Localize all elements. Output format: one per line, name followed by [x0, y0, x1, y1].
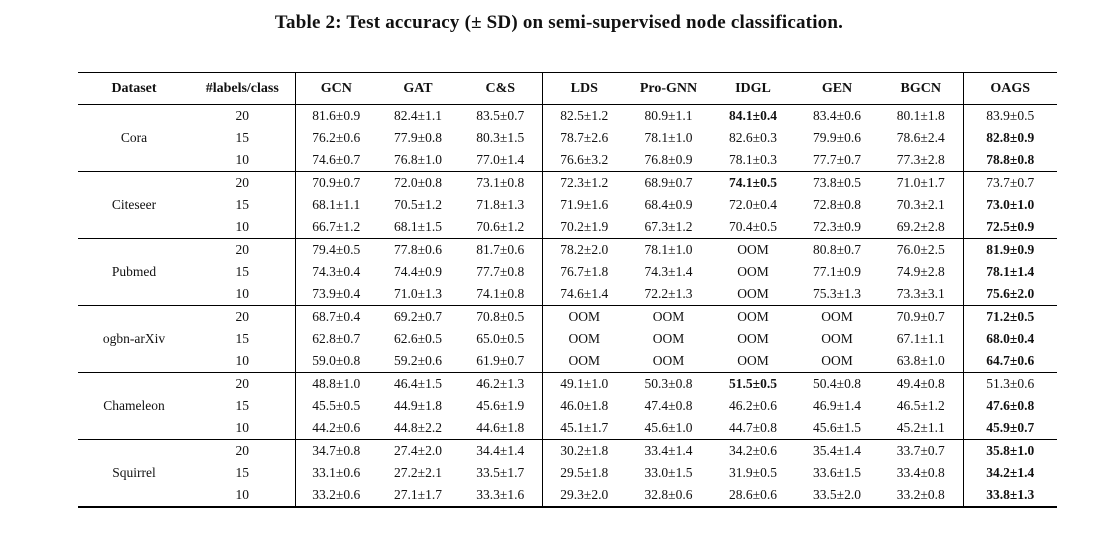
value-cell: 77.0±1.4	[476, 152, 525, 167]
labels-per-class-cell: 15	[235, 197, 249, 212]
value-cell-best: 35.8±1.0	[963, 440, 1057, 463]
value-cell: OOM	[652, 353, 685, 368]
dataset-cell	[78, 440, 190, 463]
value-cell: 46.2±1.3	[459, 373, 542, 396]
value-cell: 44.9±1.8	[394, 398, 442, 413]
value-cell: 75.3±1.3	[813, 286, 861, 301]
value-cell-best: 51.5±0.5	[711, 373, 795, 396]
value-cell: 28.6±0.6	[711, 484, 795, 507]
value-cell-best: 47.6±0.8	[963, 395, 1057, 417]
column-header-bgcn: BGCN	[879, 73, 963, 105]
value-cell: 82.5±1.2	[542, 105, 626, 128]
value-cell: 78.1±0.3	[729, 152, 777, 167]
value-cell: 71.0±1.3	[394, 286, 442, 301]
value-cell: 59.0±0.8	[295, 350, 377, 373]
value-cell: 74.4±0.9	[394, 264, 442, 279]
table-row	[78, 306, 1057, 329]
table-row	[78, 350, 1057, 373]
value-cell: 46.4±1.5	[377, 373, 459, 396]
value-cell: 80.8±0.7	[795, 239, 879, 262]
value-cell: 76.8±1.0	[394, 152, 442, 167]
value-cell: 44.7±0.8	[729, 420, 777, 435]
table-row	[78, 194, 1057, 216]
table-row	[78, 417, 1057, 440]
value-cell: OOM	[626, 306, 711, 329]
value-cell: 70.3±2.1	[896, 197, 945, 212]
value-cell: 35.4±1.4	[795, 440, 879, 463]
value-cell-best: 68.0±0.4	[963, 328, 1057, 350]
value-cell-best: 33.8±1.3	[963, 484, 1057, 507]
dataset-cell: ogbn-arXiv	[102, 331, 166, 346]
labels-per-class-cell: 15	[235, 331, 249, 346]
table-row	[78, 484, 1057, 507]
value-cell: OOM	[821, 353, 853, 368]
table-row	[78, 261, 1057, 283]
value-cell-best: 75.6±2.0	[963, 283, 1057, 306]
table-row	[78, 373, 1057, 396]
table-row	[78, 149, 1057, 172]
dataset-cell	[78, 350, 190, 373]
dataset-cell	[78, 149, 190, 172]
value-cell: 77.3±2.8	[896, 152, 945, 167]
value-cell: 63.8±1.0	[896, 353, 945, 368]
value-cell: 77.8±0.6	[377, 239, 459, 262]
labels-per-class-cell: 20	[190, 306, 295, 329]
value-cell: 49.4±0.8	[879, 373, 963, 396]
labels-per-class-cell: 10	[235, 152, 249, 167]
value-cell: 77.7±0.8	[476, 264, 525, 279]
dataset-cell: Citeseer	[111, 197, 157, 212]
value-cell: 76.0±2.5	[879, 239, 963, 262]
value-cell: 70.4±0.5	[729, 219, 777, 234]
table-row	[78, 462, 1057, 484]
value-cell: 44.2±0.6	[295, 417, 377, 440]
value-cell: 72.3±1.2	[542, 172, 626, 195]
column-header-gen: GEN	[795, 73, 879, 105]
column-header-idgl: IDGL	[711, 73, 795, 105]
value-cell: 83.9±0.5	[963, 105, 1057, 128]
value-cell: OOM	[737, 286, 769, 301]
value-cell: 45.6±1.0	[644, 420, 693, 435]
value-cell: 27.4±2.0	[377, 440, 459, 463]
value-cell: 72.0±0.8	[377, 172, 459, 195]
value-cell: OOM	[542, 328, 626, 350]
value-cell: 33.6±1.5	[813, 465, 861, 480]
value-cell: 77.1±0.9	[813, 264, 861, 279]
dataset-cell	[78, 216, 190, 239]
value-cell: 81.7±0.6	[459, 239, 542, 262]
value-cell: 74.1±0.8	[476, 286, 525, 301]
value-cell: 33.3±1.6	[459, 484, 542, 507]
value-cell: 46.5±1.2	[896, 398, 945, 413]
value-cell: 80.9±1.1	[626, 105, 711, 128]
column-header-gat: GAT	[377, 73, 459, 105]
value-cell: 62.8±0.7	[295, 328, 377, 350]
column-header-lds: LDS	[542, 73, 626, 105]
value-cell: 70.2±1.9	[542, 216, 626, 239]
value-cell: 71.9±1.6	[542, 194, 626, 216]
value-cell: 78.6±2.4	[896, 130, 945, 145]
column-header-gcn: GCN	[295, 73, 377, 105]
value-cell: 29.3±2.0	[542, 484, 626, 507]
value-cell: 82.6±0.3	[729, 130, 777, 145]
value-cell: 78.2±2.0	[542, 239, 626, 262]
value-cell: 74.3±0.4	[295, 261, 377, 283]
table-row	[78, 328, 1057, 350]
table-row	[78, 127, 1057, 149]
value-cell: OOM	[737, 331, 769, 346]
value-cell: 45.6±1.9	[476, 398, 525, 413]
value-cell: 72.2±1.3	[644, 286, 693, 301]
dataset-cell	[78, 306, 190, 329]
value-cell: 33.4±1.4	[626, 440, 711, 463]
value-cell: 73.1±0.8	[459, 172, 542, 195]
value-cell: 67.1±1.1	[896, 331, 945, 346]
value-cell: OOM	[542, 306, 626, 329]
value-cell: 45.2±1.1	[896, 420, 945, 435]
table-row	[78, 239, 1057, 262]
value-cell: 74.9±2.8	[896, 264, 945, 279]
value-cell: 33.0±1.5	[644, 465, 693, 480]
value-cell: 73.3±3.1	[896, 286, 945, 301]
value-cell: 77.9±0.8	[394, 130, 442, 145]
value-cell: 50.4±0.8	[795, 373, 879, 396]
value-cell: 76.2±0.6	[295, 127, 377, 149]
value-cell-best: 74.1±0.5	[711, 172, 795, 195]
value-cell: 79.4±0.5	[295, 239, 377, 262]
value-cell: 74.6±0.7	[295, 149, 377, 172]
value-cell-best: 72.5±0.9	[963, 216, 1057, 239]
value-cell: 83.4±0.6	[795, 105, 879, 128]
value-cell-best: 64.7±0.6	[963, 350, 1057, 373]
value-cell: 27.1±1.7	[377, 484, 459, 507]
value-cell: 76.8±0.9	[644, 152, 693, 167]
value-cell: 48.8±1.0	[295, 373, 377, 396]
value-cell-best: 84.1±0.4	[711, 105, 795, 128]
table-row	[78, 283, 1057, 306]
column-header-labels-class: #labels/class	[190, 73, 295, 105]
value-cell: 31.9±0.5	[729, 465, 777, 480]
value-cell: 46.2±0.6	[729, 398, 777, 413]
column-header-c-s: C&S	[459, 73, 542, 105]
value-cell: 44.6±1.8	[476, 420, 525, 435]
value-cell: 66.7±1.2	[295, 216, 377, 239]
value-cell: 49.1±1.0	[542, 373, 626, 396]
dataset-cell	[78, 283, 190, 306]
value-cell: 33.1±0.6	[295, 462, 377, 484]
value-cell: 50.3±0.8	[626, 373, 711, 396]
column-header-dataset: Dataset	[78, 73, 190, 105]
table-row	[78, 440, 1057, 463]
table-row	[78, 172, 1057, 195]
table-row	[78, 105, 1057, 128]
value-cell: OOM	[795, 306, 879, 329]
value-cell: 78.1±1.0	[626, 239, 711, 262]
labels-per-class-cell: 15	[235, 130, 249, 145]
dataset-cell	[78, 484, 190, 507]
labels-per-class-cell: 20	[190, 440, 295, 463]
value-cell: OOM	[542, 350, 626, 373]
value-cell: 70.9±0.7	[879, 306, 963, 329]
dataset-cell	[78, 105, 190, 128]
value-cell: 61.9±0.7	[476, 353, 525, 368]
value-cell: 27.2±2.1	[394, 465, 442, 480]
labels-per-class-cell: 10	[235, 420, 249, 435]
value-cell-best: 71.2±0.5	[963, 306, 1057, 329]
value-cell: 67.3±1.2	[644, 219, 693, 234]
value-cell: 82.4±1.1	[377, 105, 459, 128]
value-cell: 30.2±1.8	[542, 440, 626, 463]
value-cell: OOM	[821, 331, 853, 346]
labels-per-class-cell: 10	[235, 219, 249, 234]
value-cell: 68.1±1.1	[295, 194, 377, 216]
labels-per-class-cell: 20	[190, 373, 295, 396]
value-cell: 76.6±3.2	[542, 149, 626, 172]
table-caption: Table 2: Test accuracy (± SD) on semi-supervised node classification.	[274, 12, 844, 33]
value-cell: OOM	[737, 264, 769, 279]
value-cell: 34.4±1.4	[459, 440, 542, 463]
value-cell: 68.1±1.5	[394, 219, 442, 234]
value-cell: 46.9±1.4	[813, 398, 861, 413]
value-cell-best: 78.1±1.4	[963, 261, 1057, 283]
labels-per-class-cell: 15	[235, 465, 249, 480]
results-table	[78, 72, 1057, 508]
value-cell: 33.7±0.7	[879, 440, 963, 463]
labels-per-class-cell: 15	[235, 264, 249, 279]
value-cell: 72.3±0.9	[813, 219, 861, 234]
value-cell: 69.2±2.8	[896, 219, 945, 234]
value-cell: 77.7±0.7	[813, 152, 861, 167]
value-cell: 71.8±1.3	[476, 197, 525, 212]
dataset-cell	[78, 417, 190, 440]
value-cell: 68.9±0.7	[626, 172, 711, 195]
value-cell: 76.7±1.8	[542, 261, 626, 283]
value-cell: 70.6±1.2	[476, 219, 525, 234]
value-cell: 78.7±2.6	[542, 127, 626, 149]
dataset-cell	[78, 373, 190, 396]
value-cell: 29.5±1.8	[542, 462, 626, 484]
value-cell: 68.7±0.4	[295, 306, 377, 329]
value-cell: 72.8±0.8	[813, 197, 861, 212]
dataset-cell	[78, 239, 190, 262]
value-cell: 73.8±0.5	[795, 172, 879, 195]
value-cell-best: 34.2±1.4	[963, 462, 1057, 484]
value-cell: 34.2±0.6	[711, 440, 795, 463]
table-body	[78, 105, 1057, 508]
table-row	[78, 216, 1057, 239]
value-cell-best: 45.9±0.7	[963, 417, 1057, 440]
value-cell: 80.3±1.5	[476, 130, 525, 145]
value-cell: 33.5±2.0	[795, 484, 879, 507]
value-cell: 70.9±0.7	[295, 172, 377, 195]
labels-per-class-cell: 10	[235, 353, 249, 368]
labels-per-class-cell: 10	[235, 286, 249, 301]
value-cell: 74.3±1.4	[644, 264, 693, 279]
value-cell: 47.4±0.8	[644, 398, 693, 413]
column-header-pro-gnn: Pro-GNN	[626, 73, 711, 105]
dataset-cell: Pubmed	[111, 264, 157, 279]
value-cell: OOM	[711, 239, 795, 262]
value-cell: 83.5±0.7	[459, 105, 542, 128]
value-cell: 65.0±0.5	[476, 331, 525, 346]
value-cell-best: 82.8±0.9	[963, 127, 1057, 149]
value-cell: 46.0±1.8	[542, 395, 626, 417]
value-cell: 79.9±0.6	[813, 130, 861, 145]
value-cell: 72.0±0.4	[729, 197, 777, 212]
value-cell: 74.6±1.4	[542, 283, 626, 306]
labels-per-class-cell: 15	[235, 398, 249, 413]
value-cell: 33.4±0.8	[896, 465, 945, 480]
value-cell: OOM	[711, 306, 795, 329]
value-cell: 73.9±0.4	[295, 283, 377, 306]
labels-per-class-cell: 20	[190, 172, 295, 195]
value-cell: OOM	[652, 331, 685, 346]
value-cell: 73.7±0.7	[963, 172, 1057, 195]
value-cell-best: 78.8±0.8	[963, 149, 1057, 172]
value-cell: 33.2±0.6	[295, 484, 377, 507]
value-cell: 68.4±0.9	[644, 197, 693, 212]
value-cell: 34.7±0.8	[295, 440, 377, 463]
value-cell: 80.1±1.8	[879, 105, 963, 128]
table-row	[78, 395, 1057, 417]
dataset-cell: Squirrel	[112, 465, 156, 480]
value-cell: 81.6±0.9	[295, 105, 377, 128]
table-header	[78, 73, 1057, 105]
labels-per-class-cell: 20	[190, 105, 295, 128]
value-cell: 32.8±0.6	[626, 484, 711, 507]
value-cell: 33.5±1.7	[476, 465, 525, 480]
dataset-cell	[78, 172, 190, 195]
value-cell: 33.2±0.8	[879, 484, 963, 507]
value-cell: 62.6±0.5	[394, 331, 442, 346]
value-cell: 71.0±1.7	[879, 172, 963, 195]
labels-per-class-cell: 10	[190, 484, 295, 507]
value-cell: 70.5±1.2	[394, 197, 442, 212]
dataset-cell: Cora	[120, 130, 148, 145]
value-cell: 59.2±0.6	[394, 353, 442, 368]
value-cell: 45.5±0.5	[295, 395, 377, 417]
value-cell: 69.2±0.7	[377, 306, 459, 329]
value-cell: 44.8±2.2	[394, 420, 442, 435]
value-cell: 45.1±1.7	[542, 417, 626, 440]
value-cell-best: 73.0±1.0	[963, 194, 1057, 216]
value-cell: OOM	[737, 353, 769, 368]
dataset-cell: Chameleon	[103, 398, 165, 413]
value-cell: 70.8±0.5	[459, 306, 542, 329]
header-row	[78, 73, 1057, 105]
value-cell-best: 81.9±0.9	[963, 239, 1057, 262]
labels-per-class-cell: 20	[190, 239, 295, 262]
value-cell: 45.6±1.5	[813, 420, 861, 435]
value-cell: 78.1±1.0	[644, 130, 693, 145]
value-cell: 51.3±0.6	[963, 373, 1057, 396]
column-header-oags: OAGS	[963, 73, 1057, 105]
